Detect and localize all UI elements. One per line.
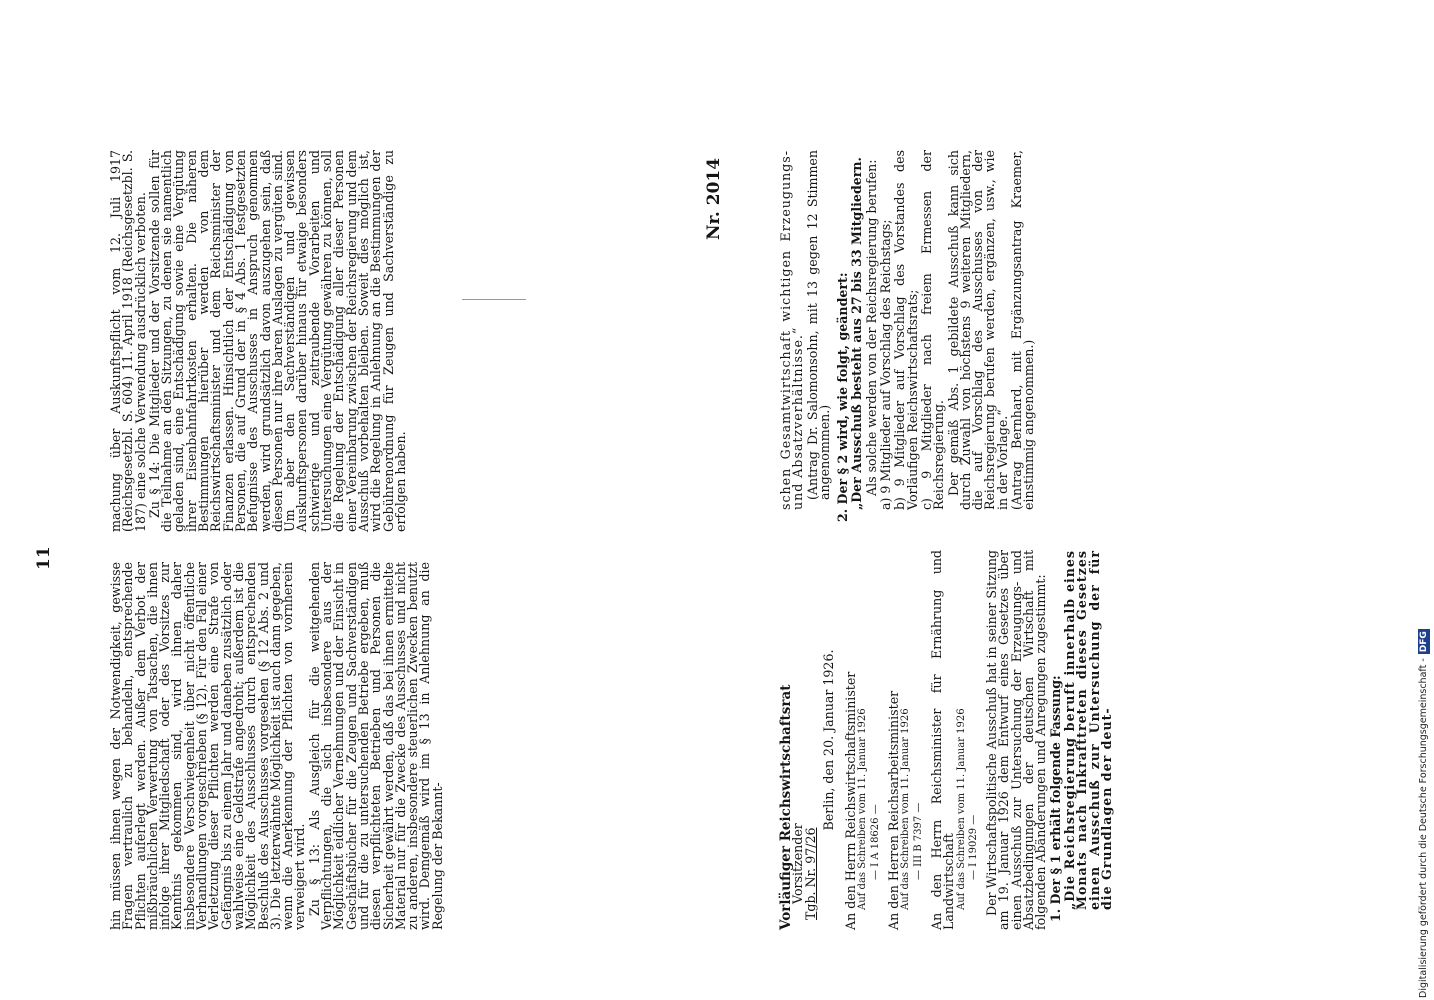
sender-reference: Tgb. Nr. 97/26: [802, 827, 818, 920]
paragraph-obligations: hin müssen ihnen wegen der Notwendigkeit, gewisse Fragen vertraulich zu behandeln, entsprechende Pflichten auferlegt werden. Außer dem Verbot der mißbräuchlichen Verwertung von Tatsachen, die ihnen infolge ihrer Mitgliedschaft oder des Vorsitzes zur Kenntnis gekommen sind, wird ihnen daher insbesondere Verschwiegenheit über nicht öffentliche Verhandlungen vorgeschrieben (§ 12). Für den Fall einer Verletzung dieser Pflichten werden eine Strafe von Gefängnis bis zu einem Jahr und daneben zusätzlich oder wahlweise eine Geldstrafe angedroht; außerdem ist die Möglichkeit des Ausschlusses durch entsprechenden Beschluß des Ausschusses vorgesehen (§ 12 Abs. 2 und 3). Die letzterwähnte Möglichkeit ist auch dann gegeben, wenn die Anerkennung der Pflichten von vornherein verweigert wird.: [108, 562, 308, 930]
dfg-logo: DFG: [1419, 631, 1429, 653]
recipient-letter-ref: Auf das Schreiben vom 11. Januar 1926: [955, 708, 967, 910]
recipient-file-code: — I 19029 —: [967, 814, 979, 880]
sender-role: Vorsitzender: [790, 823, 806, 904]
credit-text: Digitalisierung gefördert durch die Deutsche Forschungsgemeinschaft -: [1418, 658, 1429, 998]
item-2-list-a: a) 9 Mitglieder auf Vorschlag des Reichstags;: [878, 219, 894, 510]
item-1-heading: 1. Der § 1 erhält folgende Fassung:: [1047, 675, 1063, 922]
item-2-quote: „Der Ausschuß besteht aus 27 bis 33 Mitgliedern.: [849, 157, 865, 510]
recipient-name: An den Herren Reichsarbeitsminister: [886, 690, 902, 930]
recipient-file-code: — I A 18626 —: [869, 804, 881, 880]
document-number: Nr. 2014: [704, 157, 724, 240]
right-page-column-2: [780, 150, 1038, 530]
item-1-quote: „Die Reichsregierung beruft innerhalb eines Monats nach Inkrafttreten dieses Gesetzes einen Ausschuß zur Untersuchung der für die Grundlagen der deut-: [1061, 550, 1114, 910]
recipient-name: An den Herrn Reichsminister für Ernährung und Landwirtschaft: [928, 550, 957, 930]
page-fold-mark: [462, 299, 526, 300]
page-nr-2014: [704, 150, 1380, 930]
paragraph-section-14: Zu § 14: Die Mitglieder und der Vorsitzende sollen für die Teilnahme an den Sitzungen, zu denen sie namentlich geladen sind, eine Entschädigung sowie eine Vergütung ihrer Eisenbahnfahrtkosten erhalten. Die näheren Bestimmungen hierüber werden von dem Reichswirtschaftsminister und dem Reichsminister der Finanzen erlassen. Hinsichtlich der Entschädigung von Personen, die auf Grund der in § 4 Abs. 1 festgesetzten Befugnisse des Ausschusses in Anspruch genommen werden, wird grundsätzlich davon auszugehen sein, daß diesen Personen nur ihre baren Auslagen zu vergüten sind. Um aber den Sachverständigen und gewissen Auskunftspersonen darüber hinaus für etwaige besonders schwierige und zeitraubende Vorarbeiten und Untersuchungen eine Vergütung gewähren zu können, soll die Regelung der Entschädigung aller dieser Personen einer Vereinbarung zwischen der Reichsregierung und dem Ausschuß vorbehalten bleiben. Soweit dies möglich ist, wird die Regelung in Anlehnung an die Bestimmungen der Gebührenordnung für Zeugen und Sachverständige zu erfolgen haben.: [146, 150, 408, 532]
motion-bernhard: (Antrag Bernhard, mit Ergänzungsantrag Kraemer, einstimmig angenommen.): [1009, 150, 1037, 510]
motion-salomonsohn: (Antrag Dr. Salomonsohn, mit 13 gegen 12 Stimmen angenommen.): [804, 150, 832, 500]
recipient-2: [888, 550, 925, 930]
recipient-letter-ref: Auf das Schreiben vom 11. Januar 1926: [857, 708, 869, 910]
page-number-left: 11: [34, 546, 54, 570]
recipient-file-code: — III B 7397 —: [912, 802, 924, 880]
item-2-list-b: b) 9 Mitglieder auf Vorschlag des Vorstandes des Vorläufigen Reichswirtschaftsrats;: [892, 150, 920, 510]
item-2-paragraph: Als solche werden von der Reichsregierung berufen:: [863, 159, 879, 496]
sender-organization: Vorläufiger Reichswirtschaftsrat: [778, 684, 794, 930]
paragraph-announcement: machung über Auskunftspflicht vom 12. Juli 1917 (Reichsgesetzbl. S. 604) 11. April 1918 (Reichsgesetzbl. S. 187) eine solche Verwendung ausdrücklich verboten.: [108, 150, 148, 532]
item-2-list-c: c) 9 Mitglieder nach freiem Ermessen der Reichsregierung.: [918, 150, 947, 510]
place-date: Berlin, den 20. Januar 1926.: [820, 649, 836, 831]
left-page-column-1: [110, 562, 446, 930]
paragraph-committee-intro: Der Wirtschaftspolitische Ausschuß hat in seiner Sitzung am 19. Januar 1926 dem Entwurf eines Gesetzes über einen Ausschuß zur Untersuchung der Erzeugungs- und Absatzbedingungen der deutschen Wirtschaft mit folgenden Abänderungen und Anregungen zugestimmt:: [984, 550, 1049, 930]
page-11: [34, 150, 750, 930]
digitization-credit: [1412, 8, 1434, 998]
paragraph-section-13: Zu § 13: Als Ausgleich für die weitgehenden Verpflichtungen, die sich insbesondere aus der Möglichkeit eidlicher Vernehmungen und der Einsicht in Geschäftsbücher für die Zeugen und Sachverständigen und für die zu untersuchenden Betriebe ergeben, muß diesen verpflichteten Betrieben und Personen die Sicherheit gewährt werden, daß das bei ihnen ermittelte Material nur für die Zwecke des Ausschusses und nicht zu anderen, insbesondere steuerlichen Zwecken benutzt wird. Demgemäß wird im § 13 in Anlehnung an die Regelung der Bekannt-: [306, 562, 445, 930]
item-1-quote-continued: schen Gesamtwirtschaft wichtigen Erzeugungs- und Absatzverhältnisse.“: [778, 150, 806, 510]
item-2-heading: 2. Der § 2 wird, wie folgt, geändert:: [835, 272, 851, 522]
left-page-column-2: [110, 150, 409, 532]
recipient-letter-ref: Auf das Schreiben vom 11. Januar 1926: [900, 708, 912, 910]
recipient-1: [845, 550, 882, 930]
recipient-3: [928, 550, 980, 930]
right-page-column-1: [780, 550, 1115, 930]
item-2-closing: Der gemäß Abs. 1 gebildete Ausschuß kann sich durch Zuwahl von höchstens 9 weiteren Mitgliedern, die auf Vorschlag des Ausschusses von der Reichsregierung berufen werden, ergänzen, usw., wie in der Vorlage.“: [945, 150, 1010, 510]
recipient-name: An den Herrn Reichswirtschaftsminister: [843, 671, 859, 930]
digitization-credit-text: [1412, 8, 1434, 998]
